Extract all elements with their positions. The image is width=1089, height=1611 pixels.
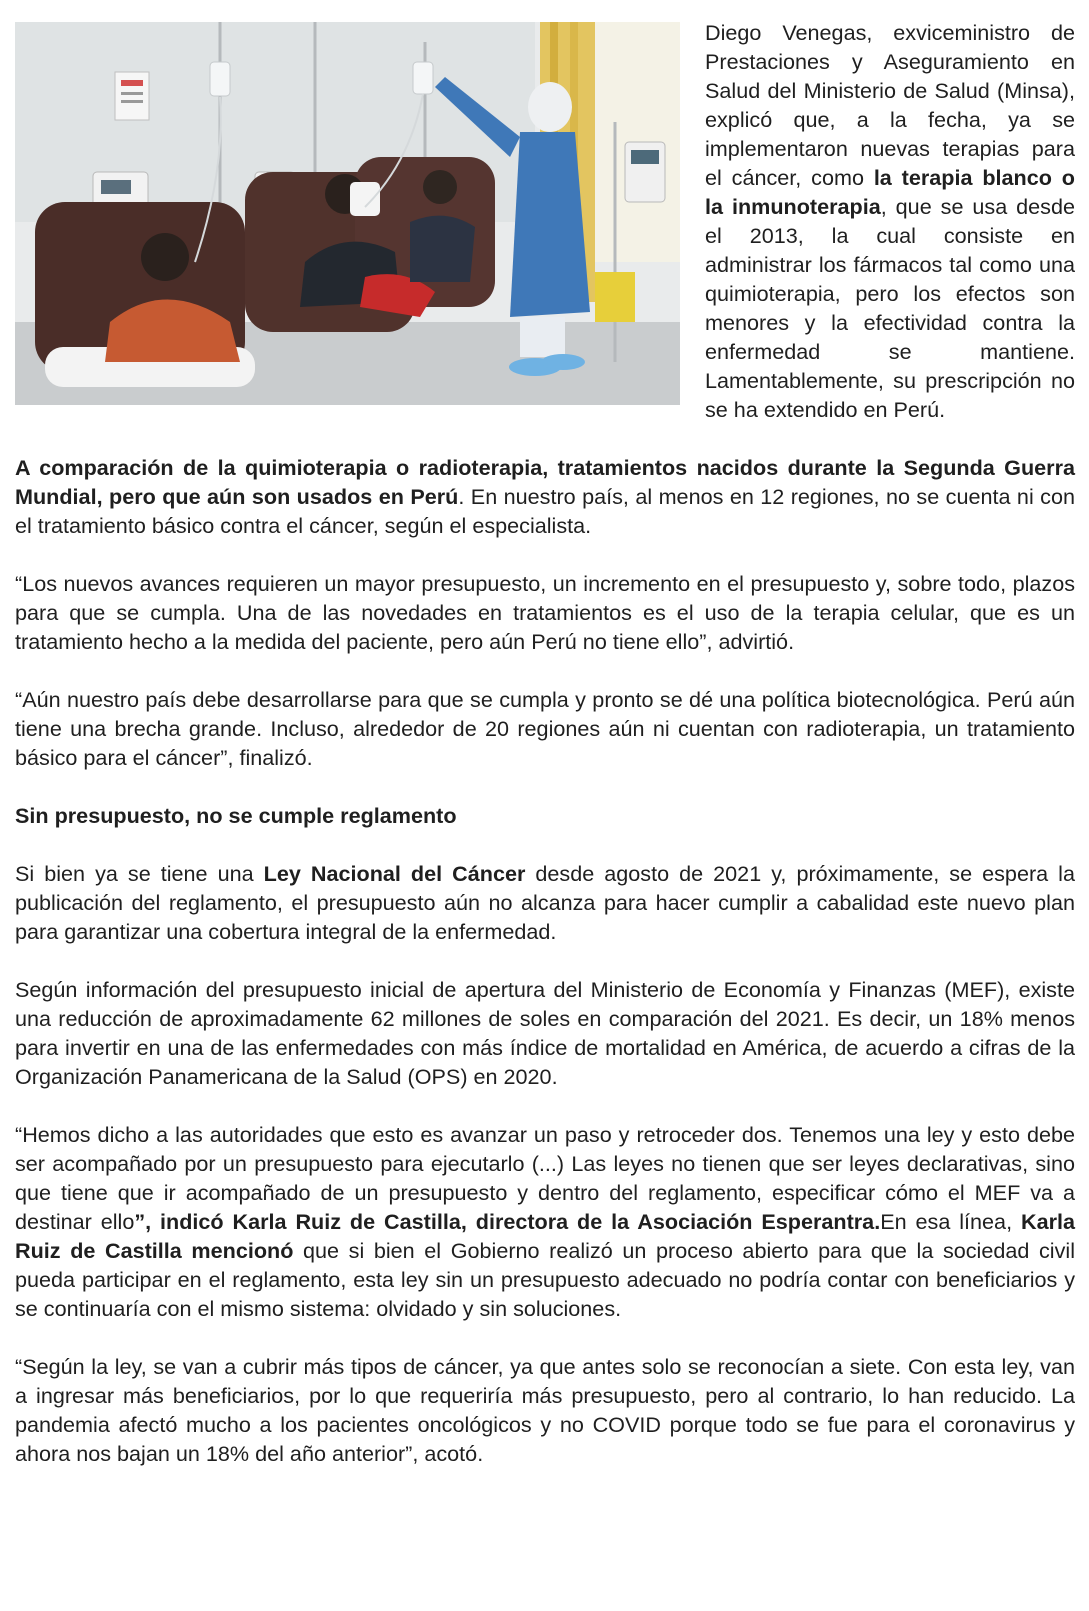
paragraph-8 <box>15 1352 1075 1468</box>
paragraph-6 <box>15 975 1075 1091</box>
paragraph-5-text-b: desde agosto de 2021 y, próximamente, se espera la publicación del reglamento, el presupuesto aún no alcanza para hacer cumplir a cabalidad este nuevo plan para garantizar una cobertura integral de la enfermedad. <box>15 861 1075 944</box>
paragraph-5 <box>15 859 1075 946</box>
paragraph-1-text-a: Diego Venegas, exviceministro de Prestaciones y Aseguramiento en Salud del Ministerio de Salud (Minsa), explicó que, a la fecha, ya se implementaron nuevas terapias para el cáncer, como <box>705 20 1075 190</box>
paragraph-2-text: . En nuestro país, al menos en 12 regiones, no se cuenta ni con el tratamiento básico contra el cáncer, según el especialista. <box>15 484 1075 538</box>
section-heading <box>15 801 1075 830</box>
paragraph-1-bold: la terapia blanco o la inmunoterapia <box>705 165 1075 219</box>
paragraph-7-text-a: “Hemos dicho a las autoridades que esto es avanzar un paso y retroceder dos. Tenemos una ley y esto debe ser acompañado por un presupuesto para ejecutarlo (...) Las leyes no tienen que ser leyes declarativas, sino que tiene que ir acompañado de un presupuesto y dentro del reglamento, especificar cómo el MEF va a destinar ello <box>15 1122 1075 1234</box>
paragraph-1-text-b: , que se usa desde el 2013, la cual consiste en administrar los fármacos tal como una quimioterapia, pero los efectos son menores y la efectividad contra la enfermedad se mantiene. Lamentablemente, su prescripción no se ha extendido en Perú. <box>705 194 1075 422</box>
paragraph-2-bold: A comparación de la quimioterapia o radioterapia, tratamientos nacidos durante la Segunda Guerra Mundial, pero que aún son usados en Perú <box>15 455 1075 509</box>
paragraph-3-text: “Los nuevos avances requieren un mayor presupuesto, un incremento en el presupuesto y, sobre todo, plazos para que se cumpla. Una de las novedades en tratamientos es el uso de la terapia celular, que es un tratamiento hecho a la medida del paciente, pero aún Perú no tiene ello”, advirtió. <box>15 571 1075 654</box>
photo-illustration <box>15 22 680 405</box>
paragraph-5-text-a: Si bien ya se tiene una <box>15 861 264 886</box>
paragraph-7-text-b: En esa línea, <box>880 1209 1021 1234</box>
paragraph-5-bold: Ley Nacional del Cáncer <box>263 861 526 886</box>
paragraph-6-text: Según información del presupuesto inicial de apertura del Ministerio de Economía y Finanzas (MEF), existe una reducción de aproximadamente 62 millones de soles en comparación del 2021. Es decir, un 18% menos para invertir en una de las enfermedades con más índice de mortalidad en América, de acuerdo a cifras de la Organización Panamericana de la Salud (OPS) en 2020. <box>15 977 1075 1089</box>
hospital-chemotherapy-photo <box>15 22 680 405</box>
paragraph-7 <box>15 1120 1075 1323</box>
paragraph-3 <box>15 569 1075 656</box>
paragraph-4 <box>15 685 1075 772</box>
paragraph-7-bold-b: Karla Ruiz de Castilla mencionó <box>15 1209 1075 1263</box>
paragraph-8-text: “Según la ley, se van a cubrir más tipos de cáncer, ya que antes solo se reconocían a siete. Con esta ley, van a ingresar más beneficiarios, por lo que requeriría más presupuesto, pero al contrario, lo han reducido. La pandemia afectó mucho a los pacientes oncológicos y no COVID porque todo se fue para el coronavirus y ahora nos bajan un 18% del año anterior”, acotó. <box>15 1354 1075 1466</box>
paragraph-7-text-c: que si bien el Gobierno realizó un proceso abierto para que la sociedad civil pueda participar en el reglamento, esta ley sin un presupuesto adecuado no podría contar con beneficiarios y se continuaría con el mismo sistema: olvidado y sin soluciones. <box>15 1238 1075 1321</box>
paragraph-2 <box>15 453 1075 540</box>
paragraph-4-text: “Aún nuestro país debe desarrollarse para que se cumpla y pronto se dé una política biotecnológica. Perú aún tiene una brecha grande. Incluso, alrededor de 20 regiones aún ni cuentan con radioterapia, un tratamiento básico para el cáncer”, finalizó. <box>15 687 1075 770</box>
paragraph-7-bold-a: ”, indicó Karla Ruiz de Castilla, directora de la Asociación Esperantra. <box>134 1209 881 1234</box>
section-heading-text: Sin presupuesto, no se cumple reglamento <box>15 803 457 828</box>
